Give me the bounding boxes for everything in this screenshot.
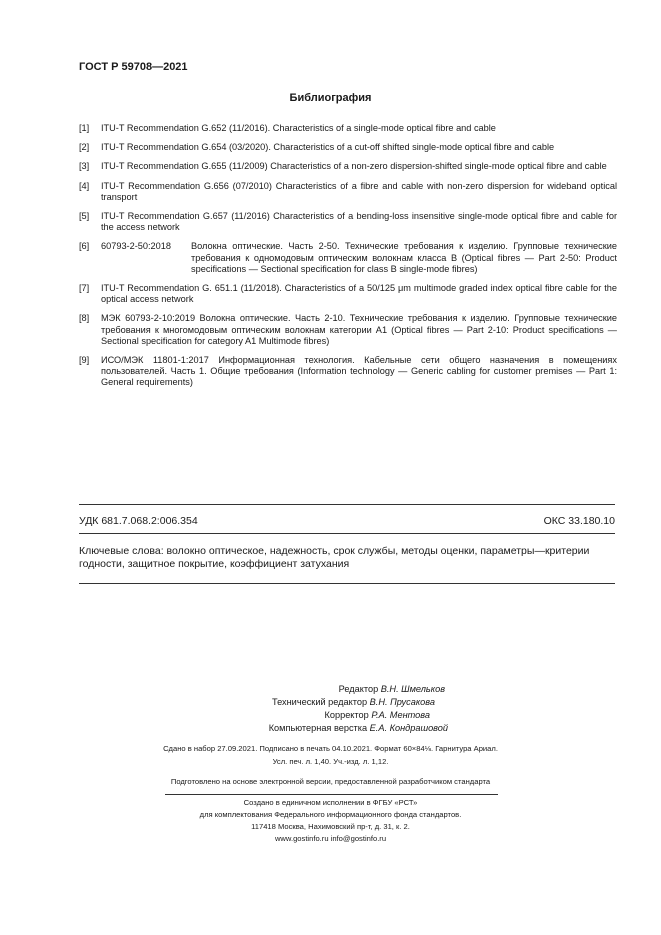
reference-item: [7] ITU-T Recommendation G. 651.1 (11/2018). Characteristics of a 50/125 μm multimode graded index optical fibre cable for the optical access network bbox=[79, 283, 617, 305]
reference-item: [4] ITU-T Recommendation G.656 (07/2010) Characteristics of a fibre and cable with non-zero dispersion for wideband optical transport bbox=[79, 180, 617, 202]
credit-layout: Компьютерная верстка Е.А. Кондрашовой bbox=[268, 723, 448, 733]
divider-middle bbox=[79, 533, 615, 534]
credit-corrector: Корректор Р.А. Ментова bbox=[324, 710, 430, 720]
imprint-divider bbox=[165, 794, 498, 795]
reference-item: [1] ITU-T Recommendation G.652 (11/2016). Characteristics of a single-mode optical fibre and cable bbox=[79, 123, 496, 133]
divider-top bbox=[79, 504, 615, 505]
reference-item: [6] 60793-2-50:2018 Волокна оптические. Часть 2-50. Технические требования к изделию. Групповые технические требования к одномодовым оптическим волокнам класса B (Optical fibres — Part 2-50: Product specifications — Sectional specification for class B single-mode fibres) bbox=[79, 241, 617, 274]
divider-bottom bbox=[79, 583, 615, 584]
publisher-line: Создано в единичном исполнении в ФГБУ «РСТ» bbox=[243, 798, 418, 807]
credit-tech-editor: Технический редактор В.Н. Прусакова bbox=[272, 697, 435, 707]
imprint-line: Сдано в набор 27.09.2021. Подписано в печать 04.10.2021. Формат 60×84⅛. Гарнитура Ариал. bbox=[163, 744, 498, 753]
publisher-address: 117418 Москва, Нахимовский пр-т, д. 31, к. 2. bbox=[251, 822, 410, 831]
reference-list bbox=[79, 123, 617, 397]
oks-code: ОКС 33.180.10 bbox=[543, 515, 615, 527]
publisher-contacts: www.gostinfo.ru info@gostinfo.ru bbox=[274, 834, 387, 843]
reference-item: [3] ITU-T Recommendation G.655 (11/2009) Characteristics of a non-zero dispersion-shifted single-mode optical fibre and cable bbox=[79, 161, 607, 172]
udk-code: УДК 681.7.068.2:006.354 bbox=[79, 515, 198, 527]
reference-item: [2] ITU-T Recommendation G.654 (03/2020). Characteristics of a cut-off shifted single-mode optical fibre and cable bbox=[79, 142, 555, 153]
reference-item: [5] ITU-T Recommendation G.657 (11/2016) Characteristics of a bending-loss insensitive single-mode optical fibre and cable for the access network bbox=[79, 211, 617, 233]
credit-editor: Редактор В.Н. Шмельков bbox=[338, 684, 445, 694]
reference-code: 60793-2-50:2018 bbox=[101, 241, 171, 252]
document-header: ГОСТ Р 59708—2021 bbox=[79, 61, 188, 73]
reference-item: [8] МЭК 60793-2-10:2019 Волокна оптические. Часть 2-10. Технические требования к изделию. Групповые технические требования к многомодовым оптическим волокнам категории A1 (Optical fibres — Part 2-10: Product specifications — Sectional specification for category A1 Multimode fibres) bbox=[79, 313, 617, 346]
keywords: Ключевые слова: волокно оптическое, надежность, срок службы, методы оценки, параметры—критерии годности, защитное покрытие, коэффициент затухания bbox=[79, 545, 590, 570]
reference-item: [9] ИСО/МЭК 11801-1:2017 Информационная технология. Кабельные сети общего назначения в помещениях пользователей. Часть 1. Общие требования (Information technology — Generic cabling for customer premises — Part 1: General requirements) bbox=[79, 355, 617, 388]
imprint-line: Усл. печ. л. 1,40. Уч.-изд. л. 1,12. bbox=[272, 757, 389, 766]
bibliography-title: Библиография bbox=[289, 92, 372, 104]
imprint-note: Подготовлено на основе электронной версии, предоставленной разработчиком стандарта bbox=[170, 777, 491, 786]
publisher-line: для комплектования Федерального информационного фонда стандартов. bbox=[199, 810, 462, 819]
